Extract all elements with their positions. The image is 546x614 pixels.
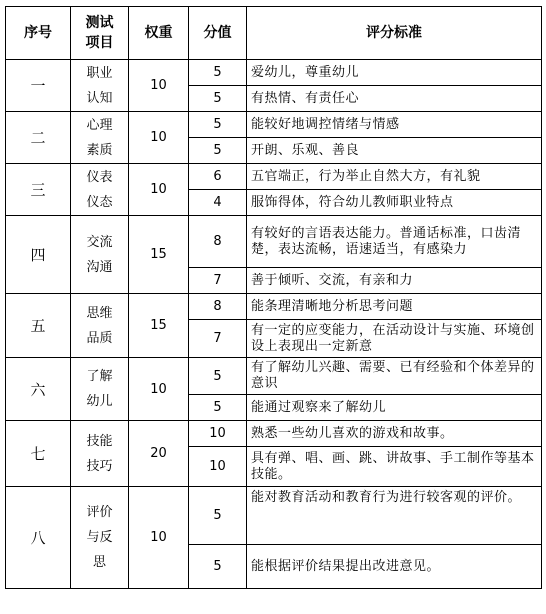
criteria-cell: 善于倾听、交流，有亲和力 xyxy=(247,268,542,294)
project-line: 仪表 xyxy=(86,169,113,185)
seq-cell: 四 xyxy=(6,216,71,294)
criteria-cell: 有了解幼儿兴趣、需要、已有经验和个体差异的意识 xyxy=(247,358,542,395)
score-cell: 4 xyxy=(189,190,247,216)
header-weight: 权重 xyxy=(129,7,189,60)
weight-cell: 10 xyxy=(129,164,189,216)
evaluation-table-container xyxy=(5,6,542,589)
score-cell: 7 xyxy=(189,268,247,294)
criteria-cell: 能通过观察来了解幼儿 xyxy=(247,395,542,421)
project-cell xyxy=(71,112,129,164)
project-line: 思维 xyxy=(86,305,113,321)
criteria-cell: 熟悉一些幼儿喜欢的游戏和故事。 xyxy=(247,421,542,447)
score-cell: 8 xyxy=(189,294,247,320)
criteria-cell: 五官端正，行为举止自然大方，有礼貌 xyxy=(247,164,542,190)
project-cell xyxy=(71,164,129,216)
criteria-cell: 有一定的应变能力，在活动设计与实施、环境创设上表现出一定新意 xyxy=(247,320,542,358)
table-row xyxy=(6,294,542,320)
project-cell xyxy=(71,487,129,589)
score-cell: 6 xyxy=(189,164,247,190)
table-row xyxy=(6,112,542,138)
table-row xyxy=(6,358,542,395)
score-cell: 5 xyxy=(189,138,247,164)
criteria-cell: 能对教育活动和教育行为进行较客观的评价。 xyxy=(247,487,542,545)
seq-cell: 三 xyxy=(6,164,71,216)
weight-cell: 10 xyxy=(129,487,189,589)
weight-cell: 15 xyxy=(129,294,189,358)
evaluation-criteria-table xyxy=(5,6,542,589)
project-line: 仪态 xyxy=(86,194,113,210)
project-cell xyxy=(71,421,129,487)
seq-cell: 二 xyxy=(6,112,71,164)
criteria-cell: 能较好地调控情绪与情感 xyxy=(247,112,542,138)
seq-cell: 五 xyxy=(6,294,71,358)
header-score: 分值 xyxy=(189,7,247,60)
table-row xyxy=(6,216,542,268)
criteria-cell: 能条理清晰地分析思考问题 xyxy=(247,294,542,320)
criteria-cell: 有较好的言语表达能力。普通话标准，口齿清楚，表达流畅，语速适当，有感染力 xyxy=(247,216,542,268)
score-cell: 5 xyxy=(189,358,247,395)
table-row xyxy=(6,164,542,190)
table-row xyxy=(6,487,542,545)
score-cell: 5 xyxy=(189,395,247,421)
criteria-cell: 有热情、有责任心 xyxy=(247,86,542,112)
criteria-cell: 能根据评价结果提出改进意见。 xyxy=(247,545,542,589)
weight-cell: 10 xyxy=(129,358,189,421)
project-line: 品质 xyxy=(86,330,113,346)
project-line: 技巧 xyxy=(86,458,113,474)
project-cell xyxy=(71,60,129,112)
score-cell: 10 xyxy=(189,447,247,487)
score-cell: 10 xyxy=(189,421,247,447)
header-project-line2: 项目 xyxy=(85,35,114,51)
score-cell: 8 xyxy=(189,216,247,268)
seq-cell: 六 xyxy=(6,358,71,421)
project-line: 沟通 xyxy=(86,259,113,275)
project-cell xyxy=(71,216,129,294)
seq-cell: 八 xyxy=(6,487,71,589)
criteria-cell: 具有弹、唱、画、跳、讲故事、手工制作等基本技能。 xyxy=(247,447,542,487)
header-criteria: 评分标准 xyxy=(247,7,542,60)
project-line: 评价 xyxy=(86,505,113,520)
header-project xyxy=(71,7,129,60)
project-line: 思 xyxy=(92,555,106,570)
header-seq: 序号 xyxy=(6,7,71,60)
project-line: 与反 xyxy=(86,530,113,545)
header-row xyxy=(6,7,542,60)
table-row xyxy=(6,60,542,86)
weight-cell: 20 xyxy=(129,421,189,487)
criteria-cell: 服饰得体，符合幼儿教师职业特点 xyxy=(247,190,542,216)
score-cell: 5 xyxy=(189,112,247,138)
weight-cell: 10 xyxy=(129,112,189,164)
project-line: 职业 xyxy=(86,65,113,81)
criteria-cell: 爱幼儿，尊重幼儿 xyxy=(247,60,542,86)
project-line: 了解 xyxy=(86,369,113,384)
score-cell: 5 xyxy=(189,487,247,545)
project-line: 交流 xyxy=(86,234,113,250)
weight-cell: 15 xyxy=(129,216,189,294)
project-line: 素质 xyxy=(86,142,113,158)
project-cell xyxy=(71,294,129,358)
criteria-cell: 开朗、乐观、善良 xyxy=(247,138,542,164)
score-cell: 5 xyxy=(189,86,247,112)
weight-cell: 10 xyxy=(129,60,189,112)
seq-cell: 一 xyxy=(6,60,71,112)
project-line: 认知 xyxy=(86,90,113,106)
score-cell: 7 xyxy=(189,320,247,358)
project-line: 幼儿 xyxy=(86,394,113,409)
seq-cell: 七 xyxy=(6,421,71,487)
table-row xyxy=(6,421,542,447)
project-line: 技能 xyxy=(86,433,113,449)
project-line: 心理 xyxy=(86,117,113,133)
score-cell: 5 xyxy=(189,545,247,589)
score-cell: 5 xyxy=(189,60,247,86)
header-project-line1: 测试 xyxy=(85,15,114,31)
project-cell xyxy=(71,358,129,421)
